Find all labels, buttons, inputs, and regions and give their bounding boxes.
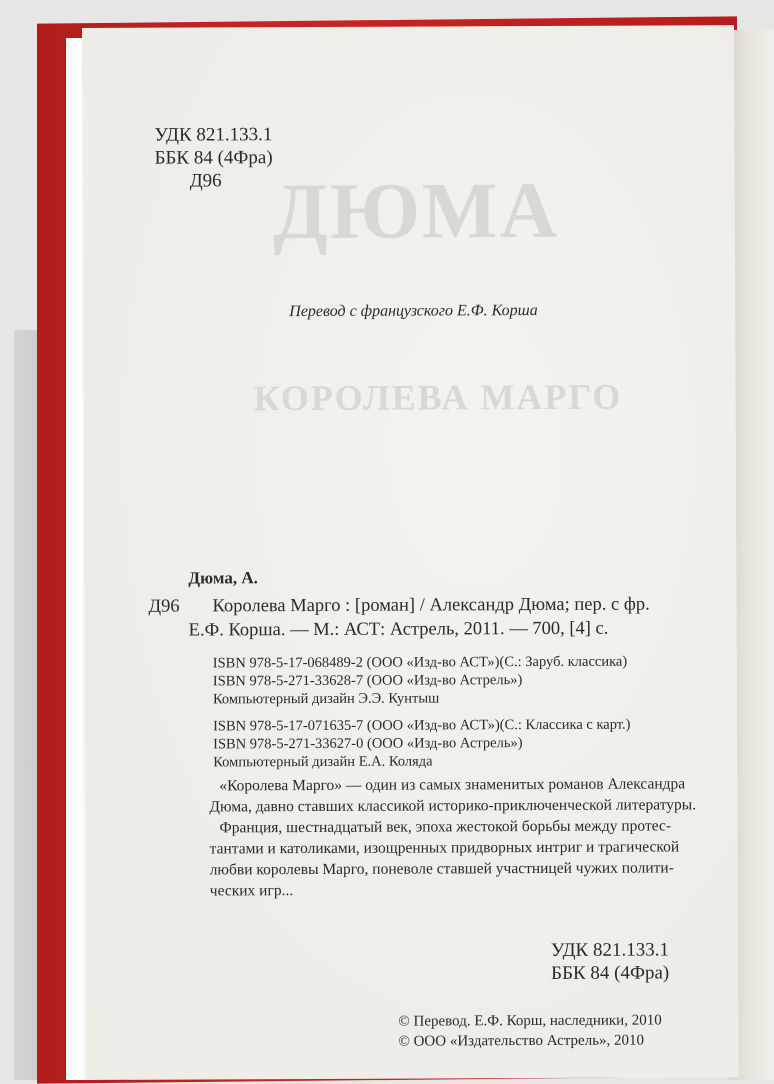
top-bbk-code: ББК 84 (4Фра)	[154, 147, 273, 169]
top-author-code: Д96	[189, 170, 222, 192]
designer-line: Компьютерный дизайн Е.А. Коляда	[213, 753, 433, 771]
title-line-2: Е.Ф. Корша. — М.: АСТ: Астрель, 2011. — 700, [4] с.	[188, 618, 609, 641]
copyright-translation: © Перевод. Е.Ф. Корш, наследники, 2010	[398, 1012, 662, 1030]
bleed-through-title: ДЮМА	[272, 166, 560, 257]
copyright-page	[82, 25, 739, 1080]
author-heading: Дюма, А.	[188, 568, 258, 588]
title-line-1: Королева Марго : [роман] / Александр Дюма; пер. с фр.	[212, 594, 650, 617]
bleed-through-subtitle: КОРОЛЕВА МАРГО	[253, 376, 623, 419]
isbn-line: ISBN 978-5-17-068489-2 (ООО «Изд-во АСТ»)(С.: Заруб. классика)	[212, 653, 628, 672]
abstract-line: Дюма, давно ставших классикой историко-приключенческой литературы.	[209, 796, 697, 816]
copyright-publisher: © ООО «Издательство Астрель», 2010	[398, 1032, 645, 1050]
abstract-line: тантами и католиками, изощренных придворных интриг и трагической	[209, 838, 680, 858]
isbn-line: ISBN 978-5-271-33627-0 (ООО «Изд-во Астрель»)	[213, 735, 523, 753]
translation-note: Перевод с французского Е.Ф. Корша	[289, 302, 538, 321]
abstract-line: ческих игр...	[209, 882, 294, 900]
abstract-line: «Королева Марго» — один из самых знаменитых романов Александра	[219, 775, 686, 795]
isbn-line: ISBN 978-5-17-071635-7 (ООО «Изд-во АСТ»)(С.: Классика с карт.)	[213, 716, 631, 735]
top-udk-code: УДК 821.133.1	[154, 124, 273, 146]
bottom-udk-code: УДК 821.133.1	[550, 939, 669, 961]
abstract-line: любви королевы Марго, поневоле ставшей участницей чужих полити-	[209, 859, 674, 879]
catalog-code: Д96	[148, 596, 180, 617]
designer-line: Компьютерный дизайн Э.Э. Кунтыш	[212, 690, 440, 708]
abstract-line: Франция, шестнадцатый век, эпоха жестокой борьбы между протес-	[219, 817, 672, 837]
bottom-bbk-code: ББК 84 (4Фра)	[551, 962, 670, 984]
isbn-line: ISBN 978-5-271-33628-7 (ООО «Изд-во Астрель»)	[212, 672, 523, 690]
